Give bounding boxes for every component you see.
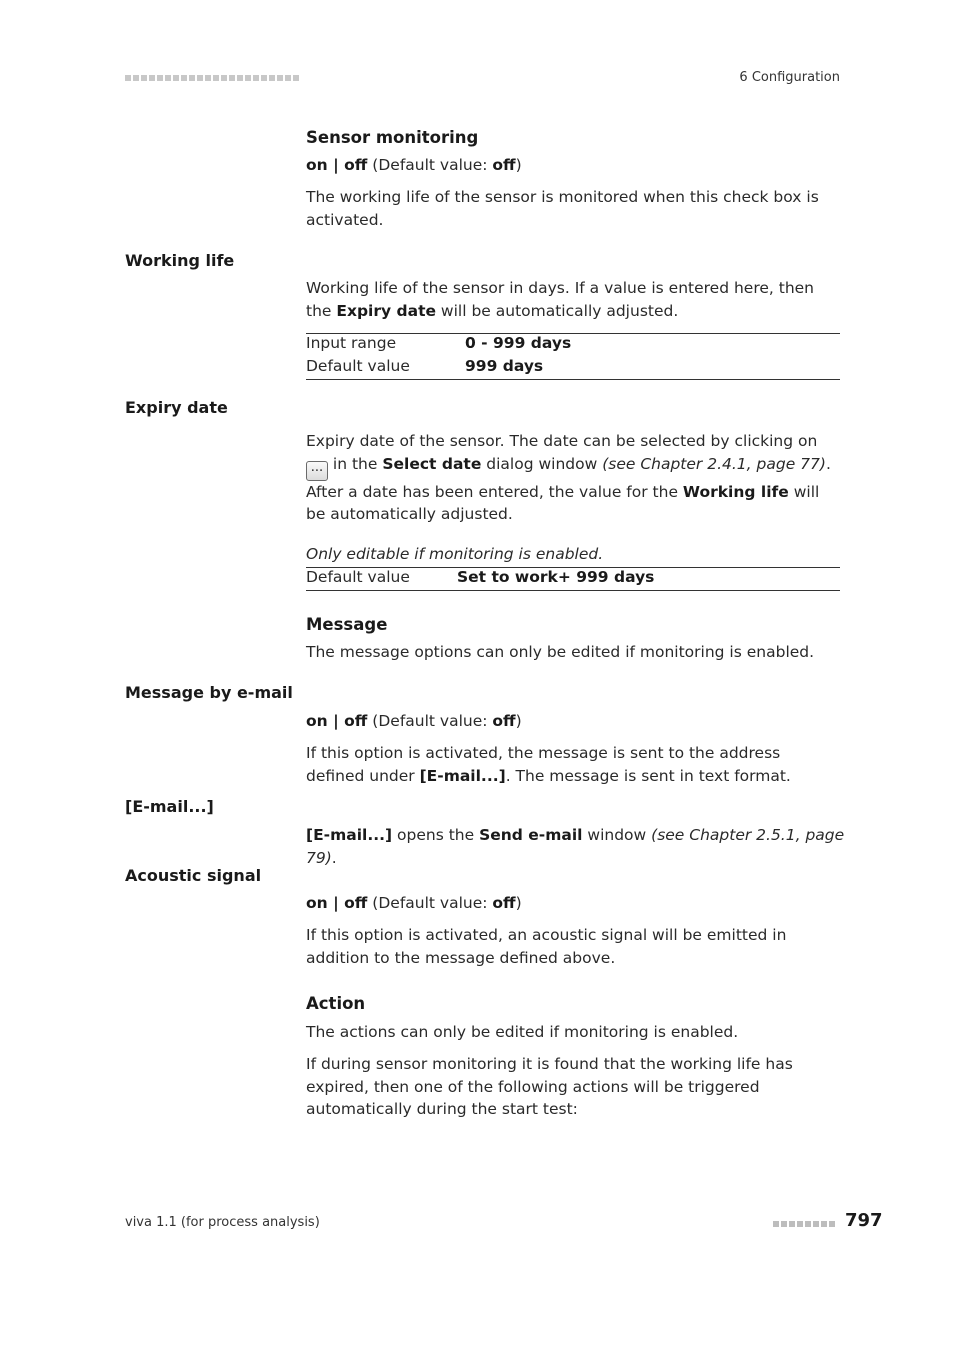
acoustic-signal-description: If this option is activated, an acoustic signal will be emitted in addition to the message defined above. [306, 926, 787, 967]
option-on: on [306, 156, 328, 174]
expiry-date-description: Expiry date of the sensor. The date can be selected by clicking on ... in the Select date dialog window (see Chapter 2.4.1, page 77). After a date has been entered, the value for the Working life will be automatically adjusted. [306, 432, 831, 523]
default-prefix: (Default value: [367, 156, 493, 174]
expiry-date-note: Only editable if monitoring is enabled. [306, 545, 604, 563]
expiry-date-table [306, 566, 840, 589]
table-key: Input range [306, 334, 397, 352]
footer-decoration [773, 1219, 837, 1227]
select-date-button[interactable]: ... [306, 461, 328, 481]
table-row [306, 566, 840, 589]
sensor-monitoring-title: Sensor monitoring [306, 128, 479, 147]
message-title: Message [306, 615, 388, 634]
sensor-monitoring-description: The working life of the sensor is monitored when this check box is activated. [306, 188, 819, 229]
acoustic-signal-options: on | off (Default value: off) [306, 894, 522, 912]
table-row [306, 332, 840, 355]
default-suffix: ) [515, 156, 522, 174]
action-description-2: If during sensor monitoring it is found that the working life has expired, then one of the following actions will be triggered automatically during the start test: [306, 1055, 793, 1118]
email-button-label: [E-mail...] [125, 797, 214, 816]
action-title: Action [306, 994, 366, 1013]
message-by-email-description: If this option is activated, the message is sent to the address defined under [E-mail...]. The message is sent in text format. [306, 744, 791, 785]
footer-product: viva 1.1 (for process analysis) [125, 1215, 320, 1230]
expiry-date-label: Expiry date [125, 398, 228, 417]
table-row [306, 355, 840, 378]
header-chapter: 6 Configuration [739, 70, 840, 85]
working-life-table [306, 332, 840, 378]
table-value: Set to work+ 999 days [457, 568, 655, 586]
header-decoration [125, 73, 301, 81]
working-life-table-bottom-rule [306, 379, 840, 380]
working-life-description: Working life of the sensor in days. If a value is entered here, then the Expiry date will be automatically adjusted. [306, 279, 815, 320]
message-description: The message options can only be edited if monitoring is enabled. [306, 643, 815, 661]
email-button-description: [E-mail...] opens the Send e-mail window (see Chapter 2.5.1, page 79). [306, 826, 845, 867]
footer-page-number: 797 [845, 1210, 883, 1231]
acoustic-signal-label: Acoustic signal [125, 866, 262, 885]
message-by-email-options: on | off (Default value: off) [306, 712, 522, 730]
table-value: 0 - 999 days [465, 334, 572, 352]
table-value: 999 days [465, 357, 544, 375]
message-by-email-label: Message by e-mail [125, 683, 293, 702]
option-off: off [344, 156, 368, 174]
action-description-1: The actions can only be edited if monitoring is enabled. [306, 1023, 739, 1041]
table-key: Default value [306, 357, 410, 375]
option-separator: | [327, 156, 345, 174]
expiry-date-table-bottom-rule [306, 590, 840, 591]
table-key: Default value [306, 568, 410, 586]
working-life-label: Working life [125, 251, 235, 270]
sensor-monitoring-options [306, 154, 840, 177]
default-value: off [492, 156, 516, 174]
